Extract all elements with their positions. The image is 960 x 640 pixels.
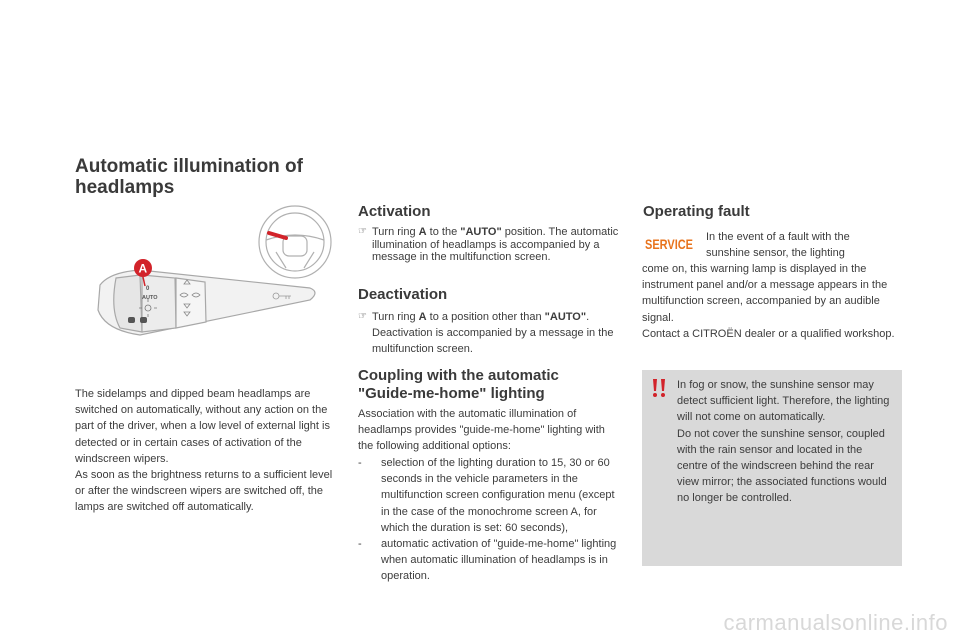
activation-text: Turn ring A to the "AUTO" position. The automatic illumination of headlamps is accompanied by a message in the multifunction screen. (372, 226, 619, 263)
intro-paragraph: The sidelamps and dipped beam headlamps are switched on automatically, without any action on the part of the driver, when a low level of external light is detected or in certain cases of activation of the windscreen wipers. (75, 388, 330, 465)
switch-auto-label: AUTO (142, 295, 158, 301)
svg-text:A: A (138, 261, 148, 276)
list-item: - automatic activation of "guide-me-home" lighting when automatic illumination of headlamps is in operation. (358, 538, 617, 583)
switch-zero-label: 0 (146, 286, 150, 292)
activation-heading: Activation (358, 203, 431, 220)
hand-pointer-icon: ☞ (358, 226, 367, 237)
coupling-intro: Association with the automatic illumination of headlamps provides "guide-me-home" lighting with the following additional options: (358, 408, 605, 453)
intro-text (75, 386, 341, 516)
coupling-list (358, 455, 620, 585)
deactivation-text: Turn ring A to a position other than "AUTO". Deactivation is accompanied by a message in the multifunction screen. (372, 311, 614, 355)
service-warning-icon (644, 234, 694, 252)
fault-text: In the event of a fault with the sunshine sensor, the lighting (706, 231, 850, 260)
exclamation-warning-icon (650, 378, 668, 398)
stalk-highlight (269, 233, 286, 238)
fault-text-continued: come on, this warning lamp is displayed in the instrument panel and/or a message appears in the multifunction screen, accompanied by an audible signal. Contact a CITROËN dealer or a qualified workshop. (642, 263, 895, 340)
svg-text:SERVICE: SERVICE (645, 236, 693, 252)
page-title: Automatic illumination of headlamps (75, 156, 303, 198)
fault-heading: Operating fault (643, 203, 750, 220)
lighting-stalk-illustration (80, 200, 350, 350)
watermark: carmanualsonline.info (723, 610, 948, 635)
list-item: - selection of the lighting duration to 15, 30 or 60 seconds in the vehicle parameters in the multifunction screen configuration menu (except in the case of the monochrome screen A, for which the duration is set: 60 seconds), (358, 457, 615, 534)
hand-pointer-icon: ☞ (358, 311, 367, 322)
warning-text: In fog or snow, the sunshine sensor may detect sufficient light. Therefore, the lighting will not come on automatically. Do not cover the sunshine sensor, coupled with the rain sensor and located in the centre of the windscreen behind the rear view mirror; the associated functions would no longer be controlled. (677, 379, 890, 505)
intro-paragraph: As soon as the brightness returns to a sufficient level or after the windscreen wipers are switched off, the lamps are switched off automatically. (75, 469, 333, 514)
deactivation-heading: Deactivation (358, 286, 448, 303)
deactivation-item (358, 309, 620, 357)
steering-wheel-icon (259, 206, 331, 278)
coupling-heading: Coupling with the automatic "Guide-me-home" lighting (358, 367, 559, 402)
activation-item (358, 226, 620, 264)
